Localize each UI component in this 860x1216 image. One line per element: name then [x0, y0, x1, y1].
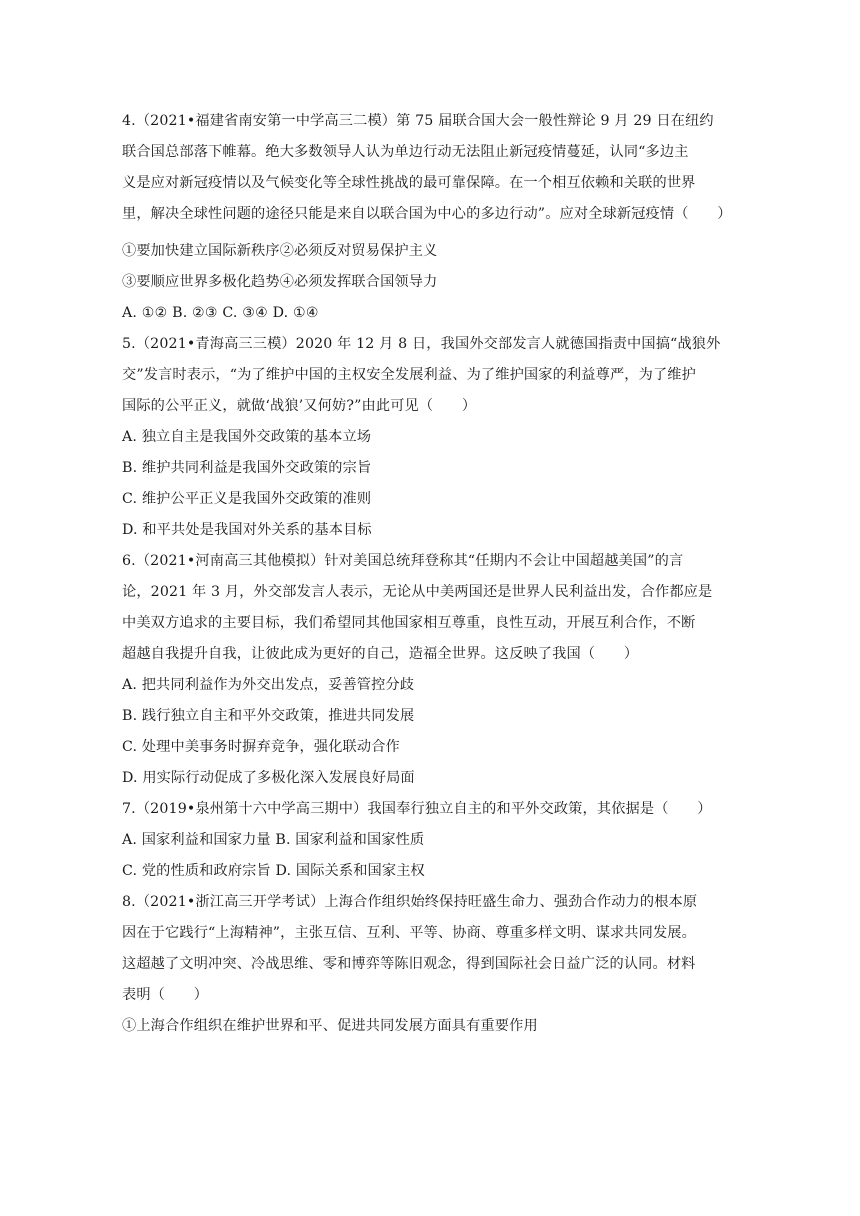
question-stem-line: 论，2021 年 3 月，外交部发言人表示，无论从中美两国还是世界人民利益出发，合作都应是	[122, 584, 713, 600]
question-stem-line: 联合国总部落下帷幕。绝大多数领导人认为单边行动无法阻止新冠疫情蔓延，认同“多边主	[122, 144, 689, 160]
question-7	[122, 794, 742, 887]
question-5	[122, 329, 742, 546]
answer-options-cd: C. 党的性质和政府宗旨 D. 国际关系和国家主权	[122, 863, 425, 879]
question-stem-line: 7.（2019•泉州第十六中学高三期中）我国奉行独立自主的和平外交政策，其依据是（ ）	[122, 801, 712, 817]
answer-options: A. ①② B. ②③ C. ③④ D. ①④	[122, 305, 319, 321]
question-stem-line: 因在于它践行“上海精神”，主张互信、互利、平等、协商、尊重多样文明、谋求共同发展。	[122, 925, 696, 941]
answer-option-b: B. 维护共同利益是我国外交政策的宗旨	[122, 460, 372, 476]
question-stem-line: 这超越了文明冲突、冷战思维、零和博弈等陈旧观念，得到国际社会日益广泛的认同。材料	[122, 956, 696, 972]
question-stem-line: 超越自我提升自我，让彼此成为更好的自己，造福全世界。这反映了我国（ ）	[122, 646, 639, 662]
question-stem-line: 中美双方追求的主要目标，我们希望同其他国家相互尊重，良性互动，开展互利合作，不断	[122, 615, 696, 631]
question-stem-line: 国际的公平正义，就做‘战狼’又何妨?”由此可见（ ）	[122, 398, 477, 414]
answer-option-d: D. 和平共处是我国对外关系的基本目标	[122, 522, 372, 538]
question-stem-line: 5.（2021•青海高三三模）2020 年 12 月 8 日，我国外交部发言人就德国指责中国搞“战狼外	[122, 336, 721, 352]
answer-option-c: C. 维护公平正义是我国外交政策的准则	[122, 491, 372, 507]
document-page	[122, 106, 742, 1042]
question-stem-line: 里，解决全球性问题的途径只能是来自以联合国为中心的多边行动”。应对全球新冠疫情（ ）	[122, 206, 732, 222]
question-4	[122, 106, 742, 329]
answer-option-b: B. 践行独立自主和平外交政策，推进共同发展	[122, 708, 415, 724]
question-stem-line: 交”发言时表示，“为了维护中国的主权安全发展利益、为了维护国家的利益尊严，为了维护	[122, 367, 696, 383]
answer-option-c: C. 处理中美事务时摒弃竞争，强化联动合作	[122, 739, 400, 755]
statement-line: ①要加快建立国际新秩序②必须反对贸易保护主义	[122, 243, 438, 259]
question-stem-line: 6.（2021•河南高三其他模拟）针对美国总统拜登称其“任期内不会让中国超越美国”的言	[122, 553, 684, 569]
answer-option-d: D. 用实际行动促成了多极化深入发展良好局面	[122, 770, 415, 786]
statement-line: ①上海合作组织在维护世界和平、促进共同发展方面具有重要作用	[122, 1018, 538, 1034]
question-stem-line: 表明（ ）	[122, 987, 209, 1003]
question-stem-line: 8.（2021•浙江高三开学考试）上海合作组织始终保持旺盛生命力、强劲合作动力的根本原	[122, 894, 698, 910]
answer-option-a: A. 把共同利益作为外交出发点，妥善管控分歧	[122, 677, 415, 693]
answer-options-ab: A. 国家利益和国家力量 B. 国家利益和国家性质	[122, 832, 425, 848]
question-stem-line: 义是应对新冠疫情以及气候变化等全球性挑战的最可靠保障。在一个相互依赖和关联的世界	[122, 175, 696, 191]
question-6	[122, 546, 742, 794]
question-stem-line: 4.（2021•福建省南安第一中学高三二模）第 75 届联合国大会一般性辩论 9 月 29 日在纽约	[122, 113, 714, 129]
statement-line: ③要顺应世界多极化趋势④必须发挥联合国领导力	[122, 274, 438, 290]
answer-option-a: A. 独立自主是我国外交政策的基本立场	[122, 429, 372, 445]
question-8	[122, 887, 742, 1042]
